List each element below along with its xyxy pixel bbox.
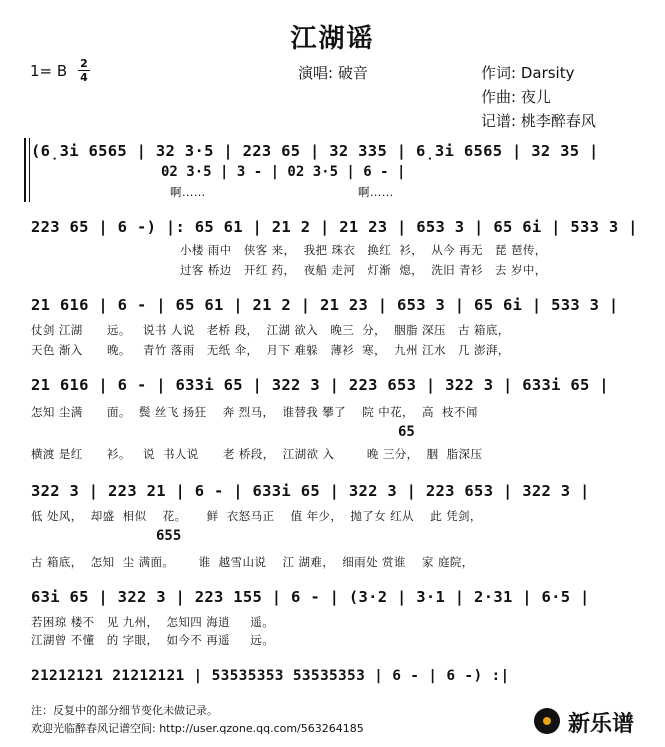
score-row-4-lyric-1: 怎知 尘满 面。 鬓 丝飞 扬狂 奔 烈马， 谁替我 攀了 院 中花， 高 枝不闻	[31, 405, 478, 419]
footer-note: 注：反复中的部分细节变化未做记录。	[31, 704, 218, 717]
score-row-5-lyric-2: 古 箱底， 怎知 尘 满面。 谁 越雪山说 江 湖难， 细雨处 赏谁 家 庭院，	[31, 555, 474, 569]
singer-credit: 演唱: 破音	[298, 64, 368, 82]
score-row-2-notes: 223 65 | 6 -) |: 65 61 | 21 2 | 21 23 | 653 3 | 65 6i | 533 3 |	[31, 218, 638, 236]
score-row-2-lyric-1: 小楼 雨中 侠客 来， 我把 珠衣 换红 衫， 从今 再无 琵 琶传，	[180, 243, 547, 257]
score-row-5-notes: 322 3 | 223 21 | 6 - | 633i 65 | 322 3 | 223 653 | 322 3 |	[31, 482, 590, 500]
score-row-1-lyric-b: 啊……	[358, 185, 394, 199]
score-row-3-lyric-1: 仗剑 江湖 远。 说书 人说 老桥 段， 江湖 欲入 晚三 分， 胭脂 深压 古 箱底，	[31, 323, 510, 337]
time-signature	[78, 58, 90, 83]
score-row-5-lyric-1: 低 处风， 却盛 相似 花。 鲜 衣怒马正 值 年少， 抛了女 红从 此 凭剑，	[31, 509, 482, 523]
score-row-2-lyric-2: 过客 桥边 开红 药， 夜船 走河 灯渐 熄， 洗旧 青衫 去 岁中，	[180, 263, 547, 277]
transcriber-credit: 记谱: 桃李醉春风	[481, 112, 596, 130]
score-row-1-notes: (6̣3i 6565 | 32 3·5 | 223 65 | 32 335 | 6̣3i 6565 | 32 35 |	[31, 142, 599, 160]
score-row-1-lyric-a: 啊……	[170, 185, 206, 199]
logo-text: 新乐谱	[568, 712, 635, 737]
song-title: 江湖谣	[290, 24, 375, 54]
score-row-5-alt-notes: 655	[156, 528, 182, 544]
system-brace-thin	[29, 138, 30, 202]
score-row-7-notes: 21212121 21212121 | 53535353 53535353 | 6 - | 6 -) :|	[31, 668, 510, 684]
score-row-4-notes: 21 616 | 6 - | 633i 65 | 322 3 | 223 653 | 322 3 | 633i 65 |	[31, 376, 609, 394]
site-logo	[528, 704, 660, 740]
lyricist-credit: 作词: Darsity	[481, 64, 575, 82]
time-sig-bottom: 4	[80, 71, 88, 84]
system-brace	[24, 138, 26, 202]
score-row-6-lyric-2: 江湖曾 不懂 的 字眼， 如今不 再遥 远。	[31, 633, 275, 647]
composer-credit: 作曲: 夜儿	[481, 88, 551, 106]
score-row-3-notes: 21 616 | 6 - | 65 61 | 21 2 | 21 23 | 653 3 | 65 6i | 533 3 |	[31, 296, 619, 314]
score-row-6-lyric-1: 若困琼 楼不 见 九州， 怎知四 海逍 遥。	[31, 615, 275, 629]
record-icon	[534, 708, 560, 734]
score-row-6-notes: 63i 65 | 322 3 | 223 155 | 6 - | (3·2 | 3·1 | 2·31 | 6·5 |	[31, 588, 590, 606]
score-row-4-alt-notes: 65	[398, 424, 415, 440]
footer-welcome: 欢迎光临醉春风记谱空间: http://user.qzone.qq.com/563264185	[31, 722, 364, 735]
time-sig-top: 2	[80, 57, 88, 70]
key-signature: 1= B	[30, 62, 68, 80]
score-row-1-harmony: 02 3·5 | 3 - | 02 3·5 | 6 - |	[161, 164, 406, 180]
score-row-4-lyric-2: 横渡 是红 衫。 说 书人说 老 桥段， 江湖欲 入 晚 三分， 胭 脂深压	[31, 447, 483, 461]
score-row-3-lyric-2: 天色 渐入 晚。 青竹 落雨 无纸 伞， 月下 难躲 薄衫 寒， 九州 江水 几 澎湃，	[31, 343, 510, 357]
